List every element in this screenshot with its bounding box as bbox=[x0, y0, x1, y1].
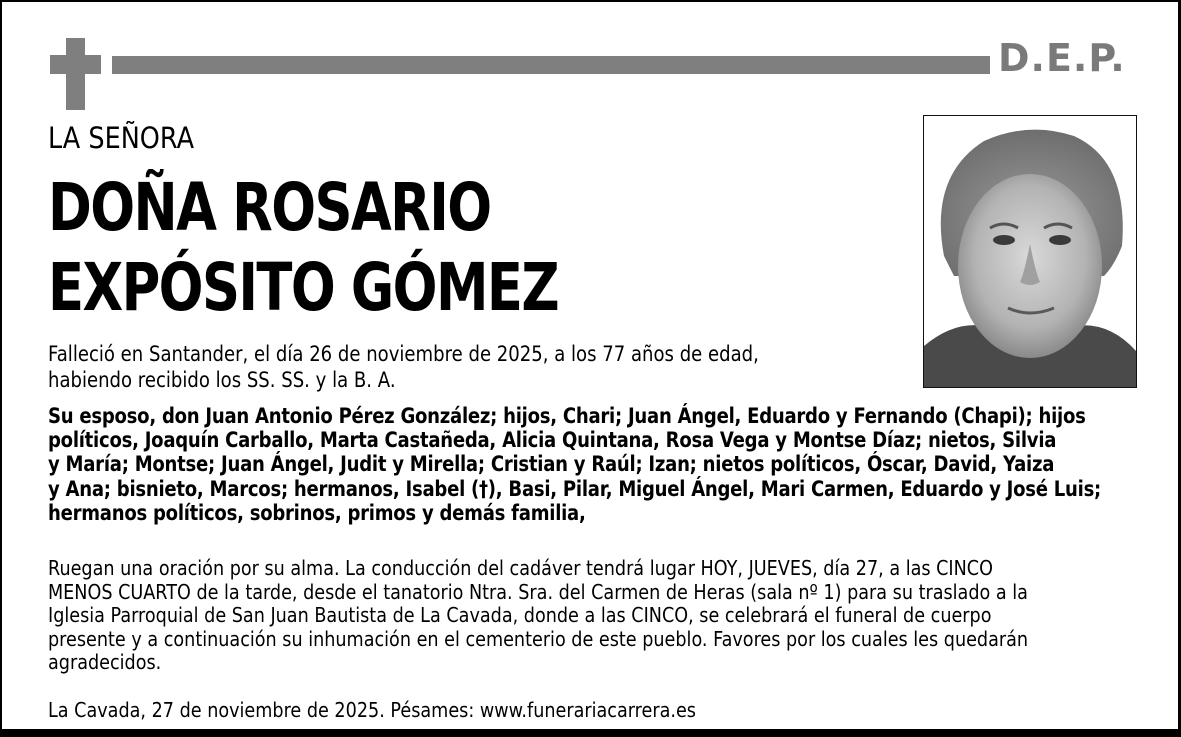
details-line: agradecidos. bbox=[48, 650, 162, 675]
details-line: Iglesia Parroquial de San Juan Bautista de La Cavada, donde a las CINCO, se celebrará el funeral de cuerpo bbox=[48, 603, 992, 628]
name-line-2: EXPÓSITO GÓMEZ bbox=[48, 249, 559, 326]
family-line: y Ana; bisnieto, Marcos; hermanos, Isabel (†), Basi, Pilar, Miguel Ángel, Mari Carmen, Eduardo y José Luis; bbox=[48, 476, 1102, 501]
portrait-image bbox=[924, 116, 1136, 387]
intro-line: Falleció en Santander, el día 26 de noviembre de 2025, a los 77 años de edad, bbox=[48, 342, 759, 366]
family-line: y María; Montse; Juan Ángel, Judit y Mirella; Cristian y Raúl; Izan; nietos políticos, Óscar, David, Yaiza bbox=[48, 452, 1055, 477]
intro-line: habiendo recibido los SS. SS. y la B. A. bbox=[48, 368, 396, 392]
death-notice-intro bbox=[48, 341, 759, 393]
header-rule bbox=[112, 56, 990, 74]
details-line: MENOS CUARTO de la tarde, desde el tanatorio Ntra. Sra. del Carmen de Heras (sala nº 1) para su traslado a la bbox=[48, 579, 1028, 604]
cross-icon bbox=[66, 38, 85, 110]
cross-icon-arm bbox=[50, 55, 101, 74]
footer bbox=[48, 697, 696, 723]
details-line: presente y a continuación su inhumación en el cementerio de este pueblo. Favores por los cuales les quedarán bbox=[48, 626, 1029, 651]
portrait-photo bbox=[923, 115, 1137, 388]
details-line: Ruegan una oración por su alma. La conducción del cadáver tendrá lugar HOY, JUEVES, día 27, a las CINCO bbox=[48, 556, 993, 580]
honorific-prefix: LA SEÑORA bbox=[48, 121, 195, 155]
family-line: políticos, Joaquín Carballo, Marta Castañeda, Alicia Quintana, Rosa Vega y Montse Díaz; nietos, Silvia bbox=[48, 428, 1057, 453]
dep-label: D.E.P. bbox=[998, 36, 1126, 80]
name-line-1: DOÑA ROSARIO bbox=[48, 169, 491, 246]
funeral-details bbox=[48, 557, 1028, 675]
family-line: hermanos políticos, sobrinos, primos y demás familia, bbox=[48, 500, 586, 525]
deceased-name bbox=[48, 168, 558, 328]
place-date: La Cavada, 27 de noviembre de 2025. bbox=[48, 698, 385, 722]
condolences-label: Pésames: bbox=[390, 698, 475, 722]
family-list bbox=[48, 404, 1101, 525]
family-line: Su esposo, don Juan Antonio Pérez González; hijos, Chari; Juan Ángel, Eduardo y Fernando (Chapi); hijos bbox=[48, 404, 1086, 428]
condolences-link[interactable]: www.funerariacarrera.es bbox=[479, 698, 696, 722]
